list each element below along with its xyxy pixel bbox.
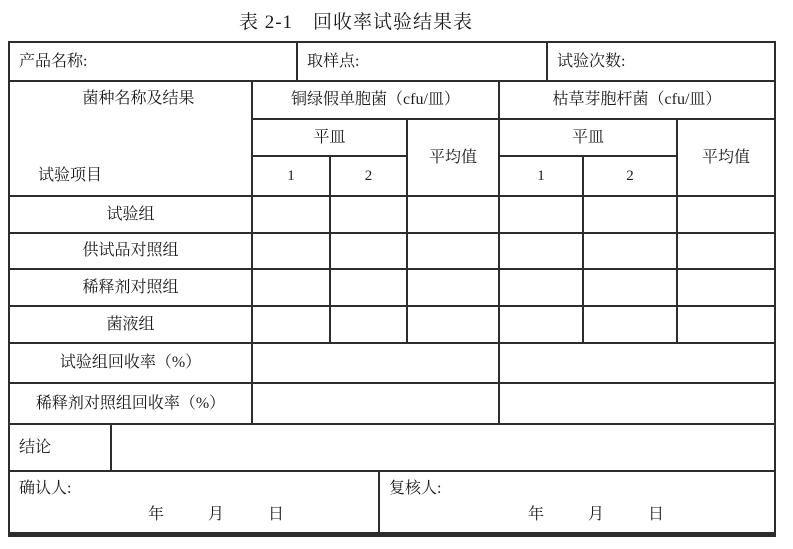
row-label-diluent-control-group: 稀释剂对照组: [10, 268, 251, 305]
reviewer-label: 复核人:: [389, 480, 442, 497]
table-title: 表 2-1 回收率试验结果表: [238, 12, 474, 33]
empty-data-cell: [498, 195, 582, 232]
empty-data-cell: [582, 232, 676, 268]
group2-plate1-header: 1: [498, 155, 582, 195]
empty-data-cell: [329, 268, 406, 305]
empty-recovery-cell: [498, 342, 774, 382]
group2-average-header: 平均值: [676, 118, 774, 195]
day-label: 日: [648, 506, 665, 523]
row-label-bacteria-liquid-group: 菌液组: [10, 305, 251, 342]
product-name-label: 产品名称:: [19, 52, 88, 70]
confirmer-date-line: [10, 505, 378, 525]
empty-data-cell: [498, 232, 582, 268]
confirmer-label: 确认人:: [19, 480, 72, 497]
empty-data-cell: [498, 305, 582, 342]
sampling-point-label: 取样点:: [307, 52, 360, 70]
empty-data-cell: [329, 305, 406, 342]
empty-data-cell: [676, 268, 774, 305]
row-label-diluent-control-recovery: 稀释剂对照组回收率（%）: [10, 382, 251, 423]
recovery-test-table: [8, 41, 776, 537]
empty-data-cell: [406, 195, 498, 232]
corner-top-label: 菌种名称及结果: [82, 90, 195, 107]
corner-header-cell: [10, 80, 251, 195]
empty-recovery-cell: [251, 342, 498, 382]
empty-data-cell: [251, 305, 329, 342]
row-label-test-group-recovery: 试验组回收率（%）: [10, 342, 251, 382]
group2-plate2-header: 2: [582, 155, 676, 195]
sampling-point-cell: [296, 43, 546, 80]
empty-recovery-cell: [251, 382, 498, 423]
empty-data-cell: [676, 232, 774, 268]
row-label-test-group: 试验组: [10, 195, 251, 232]
empty-data-cell: [251, 195, 329, 232]
empty-data-cell: [251, 268, 329, 305]
empty-data-cell: [406, 232, 498, 268]
month-label: 月: [588, 506, 605, 523]
month-label: 月: [208, 506, 225, 523]
empty-data-cell: [329, 195, 406, 232]
group1-average-header: 平均值: [406, 118, 498, 195]
empty-data-cell: [498, 268, 582, 305]
year-label: 年: [528, 506, 545, 523]
empty-data-cell: [406, 268, 498, 305]
empty-data-cell: [582, 305, 676, 342]
year-label: 年: [148, 506, 165, 523]
bacteria-group1-header: 铜绿假单胞菌（cfu/皿）: [251, 80, 498, 118]
product-name-cell: [10, 43, 296, 80]
test-times-cell: [546, 43, 774, 80]
group1-plate1-header: 1: [251, 155, 329, 195]
conclusion-label-cell: 结论: [10, 423, 110, 470]
empty-data-cell: [676, 195, 774, 232]
empty-data-cell: [329, 232, 406, 268]
day-label: 日: [268, 506, 285, 523]
confirmer-cell: [10, 470, 378, 532]
group1-plate2-header: 2: [329, 155, 406, 195]
test-times-label: 试验次数:: [557, 52, 626, 70]
bacteria-group2-header: 枯草芽胞杆菌（cfu/皿）: [498, 80, 774, 118]
empty-data-cell: [582, 195, 676, 232]
empty-recovery-cell: [498, 382, 774, 423]
empty-data-cell: [582, 268, 676, 305]
group1-plate-header: 平皿: [251, 118, 406, 155]
reviewer-cell: [378, 470, 774, 532]
reviewer-date-line: [380, 505, 774, 525]
conclusion-value-cell: [110, 423, 774, 470]
empty-data-cell: [676, 305, 774, 342]
row-label-sample-control-group: 供试品对照组: [10, 232, 251, 268]
corner-bottom-label: 试验项目: [38, 167, 103, 184]
empty-data-cell: [406, 305, 498, 342]
group2-plate-header: 平皿: [498, 118, 676, 155]
empty-data-cell: [251, 232, 329, 268]
